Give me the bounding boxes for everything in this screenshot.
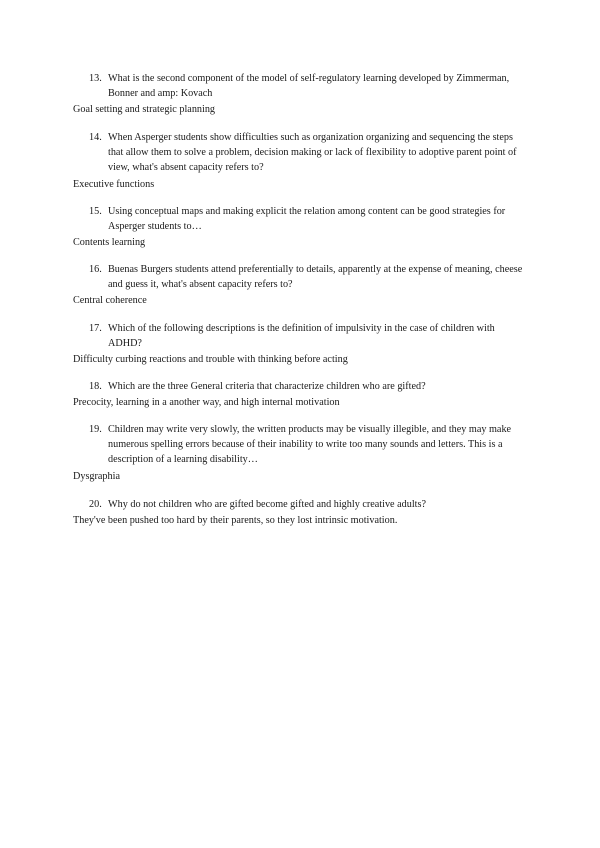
question-text: Which are the three General criteria that characterize children who are gifted? [108, 381, 426, 392]
question [89, 321, 530, 351]
qa-item-13 [0, 71, 600, 117]
answer-text: Executive functions [73, 178, 155, 190]
question-number: 15. [89, 206, 102, 217]
question-number: 16. [89, 264, 102, 275]
question-number: 13. [89, 73, 102, 84]
question [89, 422, 530, 468]
question [89, 379, 530, 394]
question-text: Using conceptual maps and making explicit the relation among content can be good strategies for Asperger students to… [108, 206, 506, 233]
answer-text: Precocity, learning in a another way, and high internal motivation [73, 397, 340, 409]
question-text: Children may write very slowly, the written products may be visually illegible, and they may make numerous spelling errors because of their inability to write too many sounds and letters. This is a description of a learning disability… [108, 424, 512, 466]
qa-item-20 [0, 497, 600, 528]
answer-text: Difficulty curbing reactions and trouble with thinking before acting [73, 354, 348, 366]
qa-item-17 [0, 321, 600, 367]
question [89, 71, 530, 101]
question-text: What is the second component of the model of self-regulatory learning developed by Zimmerman, Bonner and amp: Kovach [108, 73, 510, 100]
answer-text: Goal setting and strategic planning [73, 104, 216, 116]
question-number: 17. [89, 323, 102, 334]
qa-item-18 [0, 379, 600, 410]
question-text: Why do not children who are gifted become gifted and highly creative adults? [108, 499, 426, 510]
answer-text: Contents learning [73, 237, 146, 249]
question [89, 262, 530, 292]
answer-text: They've been pushed too hard by their parents, so they lost intrinsic motivation. [73, 515, 398, 527]
question [89, 497, 530, 512]
question-number: 14. [89, 132, 102, 143]
question-text: When Asperger students show difficulties such as organization organizing and sequencing the steps that allow them to solve a problem, decision making or lack of flexibility to adoptive parent point of view, what's absent capacity refers to? [108, 132, 517, 174]
question-number: 18. [89, 381, 102, 392]
qa-item-16 [0, 262, 600, 308]
answer-text: Central coherence [73, 295, 147, 307]
question-number: 20. [89, 499, 102, 510]
question [89, 204, 530, 234]
qa-item-19 [0, 422, 600, 484]
qa-item-14 [0, 130, 600, 192]
qa-item-15 [0, 204, 600, 250]
question-text: Which of the following descriptions is the definition of impulsivity in the case of children with ADHD? [108, 323, 495, 350]
answer-text: Dysgraphia [73, 470, 120, 482]
question-text: Buenas Burgers students attend preferentially to details, apparently at the expense of meaning, cheese and guess it, what's absent capacity refers to? [108, 264, 523, 291]
question-number: 19. [89, 424, 102, 435]
question [89, 130, 530, 176]
